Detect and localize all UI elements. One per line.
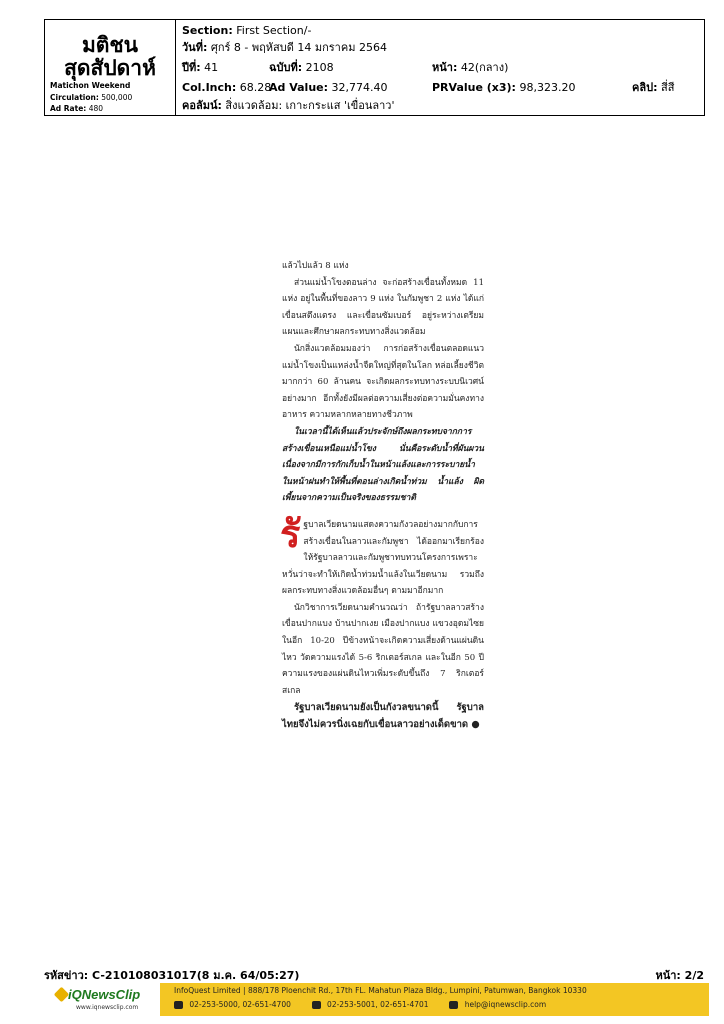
article-clipping xyxy=(282,258,484,733)
company-address: InfoQuest Limited | 888/178 Ploenchit Rd., 17th FL. Mahatun Plaza Bldg., Lumpini, Patumwan, Bangkok 10330 xyxy=(174,986,587,995)
advalue-cell xyxy=(269,81,388,95)
article-paragraph: ส่วนแม่น้ำโขงตอนล่าง จะก่อสร้างเขื่อนทั้งหมด 11 แห่ง อยู่ในพื้นที่ของลาว 9 แห่ง ในกัมพูชา 2 แห่ง ได้แก่ เขื่อนสตึงแตรง และเขื่อนซัมเบอร์ อยู่ระหว่างเตรียมแผนและศึกษาผลกระทบทางสิ่งแวดล้อม xyxy=(282,277,484,338)
prvalue-cell xyxy=(432,81,575,95)
adrate-info xyxy=(50,104,103,114)
year-label: ปีที่: xyxy=(182,61,201,74)
fax-number: 02-253-5001, 02-651-4701 xyxy=(327,1000,429,1009)
news-code xyxy=(44,966,299,984)
issue-value: 2108 xyxy=(305,61,334,74)
advalue-value: 32,774.40 xyxy=(331,81,388,94)
article-paragraph: แล้วไปแล้ว 8 แห่ง xyxy=(282,261,349,271)
email-icon xyxy=(449,1001,458,1009)
prvalue-label: PRValue (x3): xyxy=(432,81,516,94)
page-cell xyxy=(432,61,508,75)
column-row xyxy=(182,99,395,113)
year-value: 41 xyxy=(204,61,219,74)
clipping-details xyxy=(176,20,704,115)
news-code-value: C-210108031017(8 ม.ค. 64/05:27) xyxy=(92,969,300,982)
section-row xyxy=(182,24,311,38)
section-value: First Section/- xyxy=(236,24,312,37)
date-row xyxy=(182,41,387,55)
logo-name: iQNewsClip xyxy=(68,987,141,1002)
adrate-value: 480 xyxy=(88,104,104,113)
phone-icon xyxy=(174,1001,183,1009)
dropcap-paragraph xyxy=(280,511,484,600)
section-label: Section: xyxy=(182,24,233,37)
phone-number: 02-253-5000, 02-651-4700 xyxy=(189,1000,291,1009)
circulation-label: Circulation: xyxy=(50,93,99,102)
contact-bar xyxy=(160,983,709,1016)
article-paragraph: ฐบาลเวียดนามแสดงความกังวลอย่างมากกับการสร้างเขื่อนในลาวและกัมพูชา ได้ออกมาเรียกร้องให้รัฐบาลลาวและกัมพูชาทบทวนโครงการเพราะหวั่นว่าจะทำให้เกิดน้ำท่วมน้ำแล้งในเวียดนาม รวมถึงผลกระทบทางสิ่งแวดล้อมอื่นๆ ตามมาอีกมาก xyxy=(282,519,484,597)
clipping-header xyxy=(44,19,705,116)
logo-url: www.iqnewsclip.com xyxy=(76,1004,139,1011)
clip-cell xyxy=(632,81,674,95)
logo-mark-icon xyxy=(54,987,70,1003)
column-label: คอลัมน์: xyxy=(182,99,222,112)
publication-box xyxy=(45,20,176,115)
date-value: ศุกร์ 8 - พฤหัสบดี 14 มกราคม 2564 xyxy=(210,41,387,54)
issue-cell xyxy=(269,61,334,75)
circulation-info xyxy=(50,93,132,103)
date-label: วันที่: xyxy=(182,41,208,54)
colinch-value: 68.28 xyxy=(239,81,272,94)
publication-name-line1: มติชน xyxy=(81,33,139,57)
dropcap-letter: รั xyxy=(280,511,301,556)
circulation-value: 500,000 xyxy=(101,93,133,102)
clip-value: สี่สี xyxy=(660,81,675,94)
page-label: หน้า: xyxy=(432,61,458,74)
iqnewsclip-logo xyxy=(56,987,146,1017)
news-code-label: รหัสข่าว: xyxy=(44,969,89,982)
article-paragraph: นักวิชาการเวียดนามคำนวณว่า ถ้ารัฐบาลลาวสร้างเขื่อนปากแบง บ้านปากเงย เมืองปากแบง แขวงอุดมไซย ในอีก 10-20 ปีข้างหน้าจะเกิดความเสี่ยงด้านแผ่นดินไหว วัดความแรงได้ 5-6 ริกเตอร์สเกล และในอีก 50 ปี ความแรงของแผ่นดินไหวเพิ่มระดับขึ้นถึง 7 ริกเตอร์สเกล xyxy=(282,602,484,696)
colinch-cell xyxy=(182,81,271,95)
advalue-label: Ad Value: xyxy=(269,81,329,94)
contact-line xyxy=(174,1000,546,1009)
publication-name-line2: สุดสัปดาห์ xyxy=(64,56,156,80)
page-number-value: 2/2 xyxy=(684,969,704,982)
adrate-label: Ad Rate: xyxy=(50,104,87,113)
colinch-label: Col.Inch: xyxy=(182,81,237,94)
article-closing-paragraph: รัฐบาลเวียดนามยังเป็นกังวลขนาดนี้ รัฐบาลไทยจึงไม่ควรนิ่งเฉยกับเขื่อนลาวอย่างเด็ดขาด ● xyxy=(282,702,484,731)
column-value: สิ่งแวดล้อม: เกาะกระแส 'เขื่อนลาว' xyxy=(225,99,395,112)
issue-label: ฉบับที่: xyxy=(269,61,303,74)
publication-english-name: Matichon Weekend xyxy=(50,81,131,90)
prvalue-value: 98,323.20 xyxy=(519,81,576,94)
article-paragraph: นักสิ่งแวดล้อมมองว่า การก่อสร้างเขื่อนตลอดแนวแม่น้ำโขงเป็นแหล่งน้ำจืดใหญ่ที่สุดในโลก หล่อเลี้ยงชีวิตมากกว่า 60 ล้านคน จะเกิดผลกระทบทางระบบนิเวศน์อย่างมาก อีกทั้งยังมีผลต่อความเสี่ยงต่อความมั่นคงทางอาหาร ความหลากหลายทางชีวภาพ xyxy=(282,343,484,421)
clip-label: คลิป: xyxy=(632,81,658,94)
fax-icon xyxy=(312,1001,321,1009)
article-highlight-paragraph: ในเวลานี้ได้เห็นแล้วประจักษ์ถึงผลกระทบจากการสร้างเขื่อนเหนือแม่น้ำโขง นั่นคือระดับน้ำที่ผันผวนเนื่องจากมีการกักเก็บน้ำในหน้าแล้งและการระบายน้ำในหน้าฝนทำให้พื้นที่ตอนล่างเกิดน้ำท่วม น้ำแล้ง ผิดเพี้ยนจากความเป็นจริงของธรรมชาติ xyxy=(282,426,484,504)
page-number-label: หน้า: xyxy=(655,969,681,982)
year-cell xyxy=(182,61,218,75)
page-value: 42(กลาง) xyxy=(460,61,509,74)
page-number xyxy=(655,966,704,984)
email-address: help@iqnewsclip.com xyxy=(464,1000,547,1009)
